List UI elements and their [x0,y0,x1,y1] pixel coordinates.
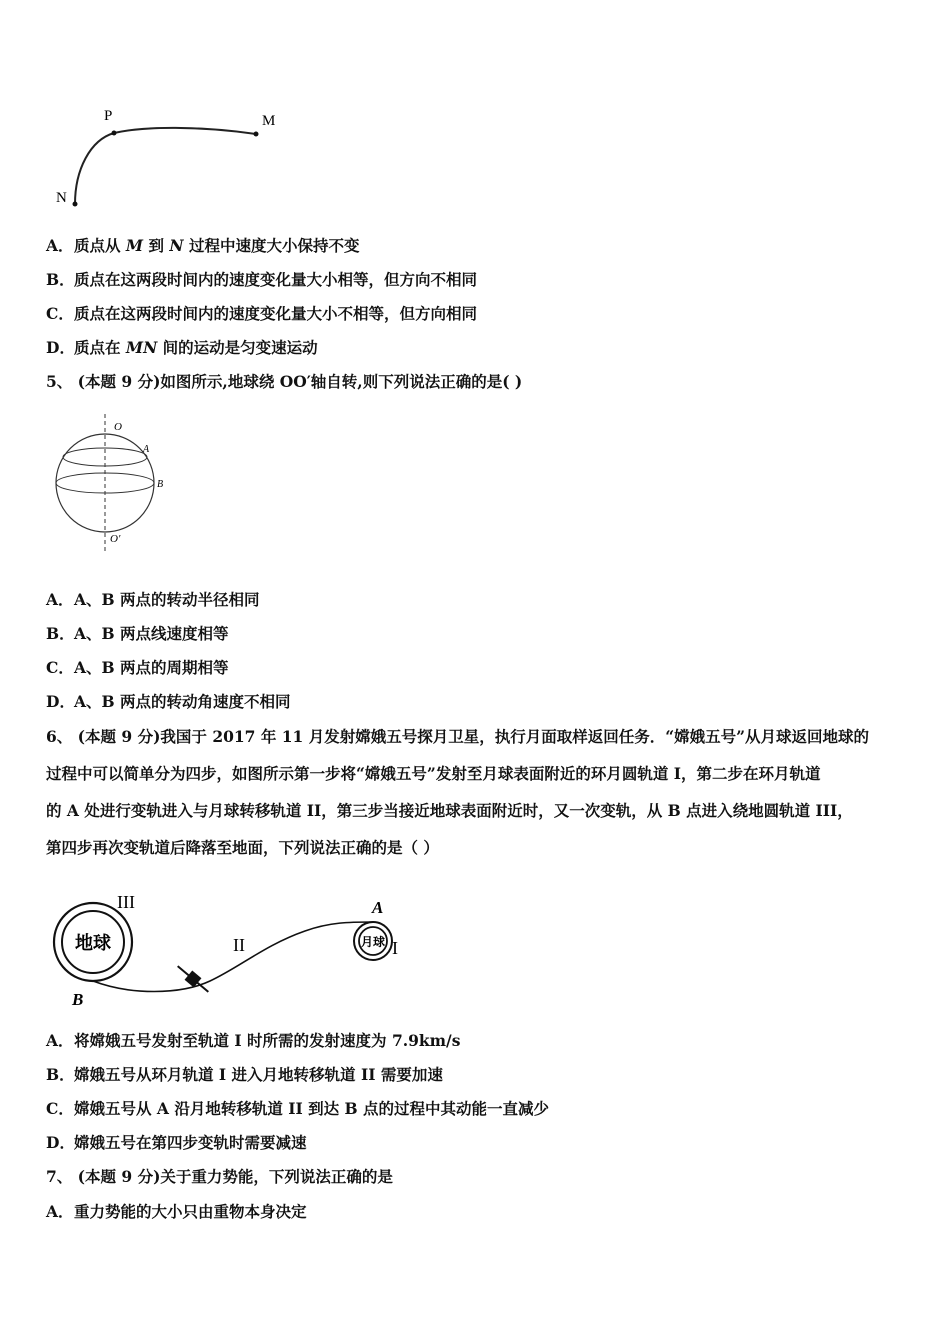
label-b: B [72,990,84,1009]
orbit-transfer-svg [50,885,420,1015]
option-text: 嫦娥五号在第四步变轨时需要减速 [74,1133,307,1152]
q6-stem-line-1: 6、 (本题 9 分)我国于 2017 年 11 月发射嫦娥五号探月卫星，执行月面取样返回任务．“嫦娥五号”从月球返回地球的 [46,727,870,746]
label-orbit-i: I [392,938,398,958]
q4-option-d: D．质点在 MN 间的运动是匀变速运动 [46,338,318,357]
earth-rotation-svg [50,410,180,555]
label-p: P [104,108,113,124]
label-m: M [262,113,276,129]
q6-option-c [46,1099,549,1119]
label-orbit-ii: II [233,935,245,955]
option-text: A、B 两点线速度相等 [74,624,229,643]
q5-stem: 5、 (本题 9 分)如图所示,地球绕 OO′轴自转,则下列说法正确的是( ) [46,372,523,391]
option-text: A、B 两点的转动角速度不相同 [74,692,291,711]
label-o-prime: O′ [110,533,121,545]
option-letter: D． [46,692,75,711]
option-text: 质点在这两段时间内的速度变化量大小不相等，但方向相同 [74,304,478,323]
trajectory-svg [50,100,290,215]
q6-stem-line-4: 第四步再次变轨道后降落至地面，下列说法正确的是（ ） [46,838,439,857]
option-letter: A． [46,1031,74,1050]
option-letter: B． [46,624,75,643]
q7-option-a [46,1202,307,1222]
q6-option-a [46,1031,460,1051]
option-text: 重力势能的大小只由重物本身决定 [74,1202,307,1221]
option-text: A、B 两点的周期相等 [74,658,229,677]
orbit-ii [93,922,373,992]
trajectory-figure [50,100,290,215]
option-text: A、B 两点的转动半径相同 [74,590,260,609]
q7-stem: 7、 (本题 9 分)关于重力势能，下列说法正确的是 [46,1167,393,1186]
q6-stem-line-3: 的 A 处进行变轨进入与月球转移轨道 II，第三步当接近地球表面附近时，又一次变轨，从 B 点进入绕地圆轨道 III， [46,801,853,820]
label-earth: 地球 [75,933,111,954]
option-letter: B． [46,1065,75,1084]
earth-rotation-figure [50,410,180,555]
option-letter: A． [46,1202,74,1221]
option-text: 将嫦娥五号发射至轨道 I 时所需的发射速度为 7.9km/s [74,1031,461,1050]
option-letter: D． [46,338,75,357]
option-letter: D． [46,1133,75,1152]
q4-option-c [46,304,477,324]
option-letter: A． [46,590,74,609]
q5-option-d [46,692,291,712]
option-text: 嫦娥五号从环月轨道 I 进入月地转移轨道 II 需要加速 [74,1065,443,1084]
option-letter: C． [46,1099,74,1118]
option-letter: B． [46,270,75,289]
label-a: A [372,898,384,917]
q6-stem-line-2: 过程中可以简单分为四步，如图所示第一步将“嫦娥五号”发射至月球表面附近的环月圆轨道 I，第二步在环月轨道 [46,764,821,783]
option-text: 嫦娥五号从 A 沿月地转移轨道 II 到达 B 点的过程中其动能一直减少 [74,1099,550,1118]
option-letter: C． [46,304,74,323]
label-a: A [143,444,150,455]
label-n: N [56,190,67,206]
point-m [254,132,259,137]
q5-option-b [46,624,229,644]
q4-option-b [46,270,477,290]
q4-option-a: A．质点从 M 到 N 过程中速度大小保持不变 [46,236,360,255]
q6-option-d [46,1133,307,1153]
option-text: 质点在这两段时间内的速度变化量大小相等，但方向不相同 [74,270,478,289]
q5-option-a [46,590,260,610]
option-letter: C． [46,658,74,677]
orbit-transfer-figure [50,885,420,1015]
q5-option-c [46,658,229,678]
point-p [112,131,117,136]
spacecraft-icon [174,962,212,997]
label-o: O [114,421,122,433]
option-letter: A． [46,236,74,255]
q6-option-b [46,1065,443,1085]
label-moon: 月球 [360,935,386,949]
label-b: B [157,479,164,490]
label-orbit-iii: III [117,892,135,912]
point-n [73,202,78,207]
